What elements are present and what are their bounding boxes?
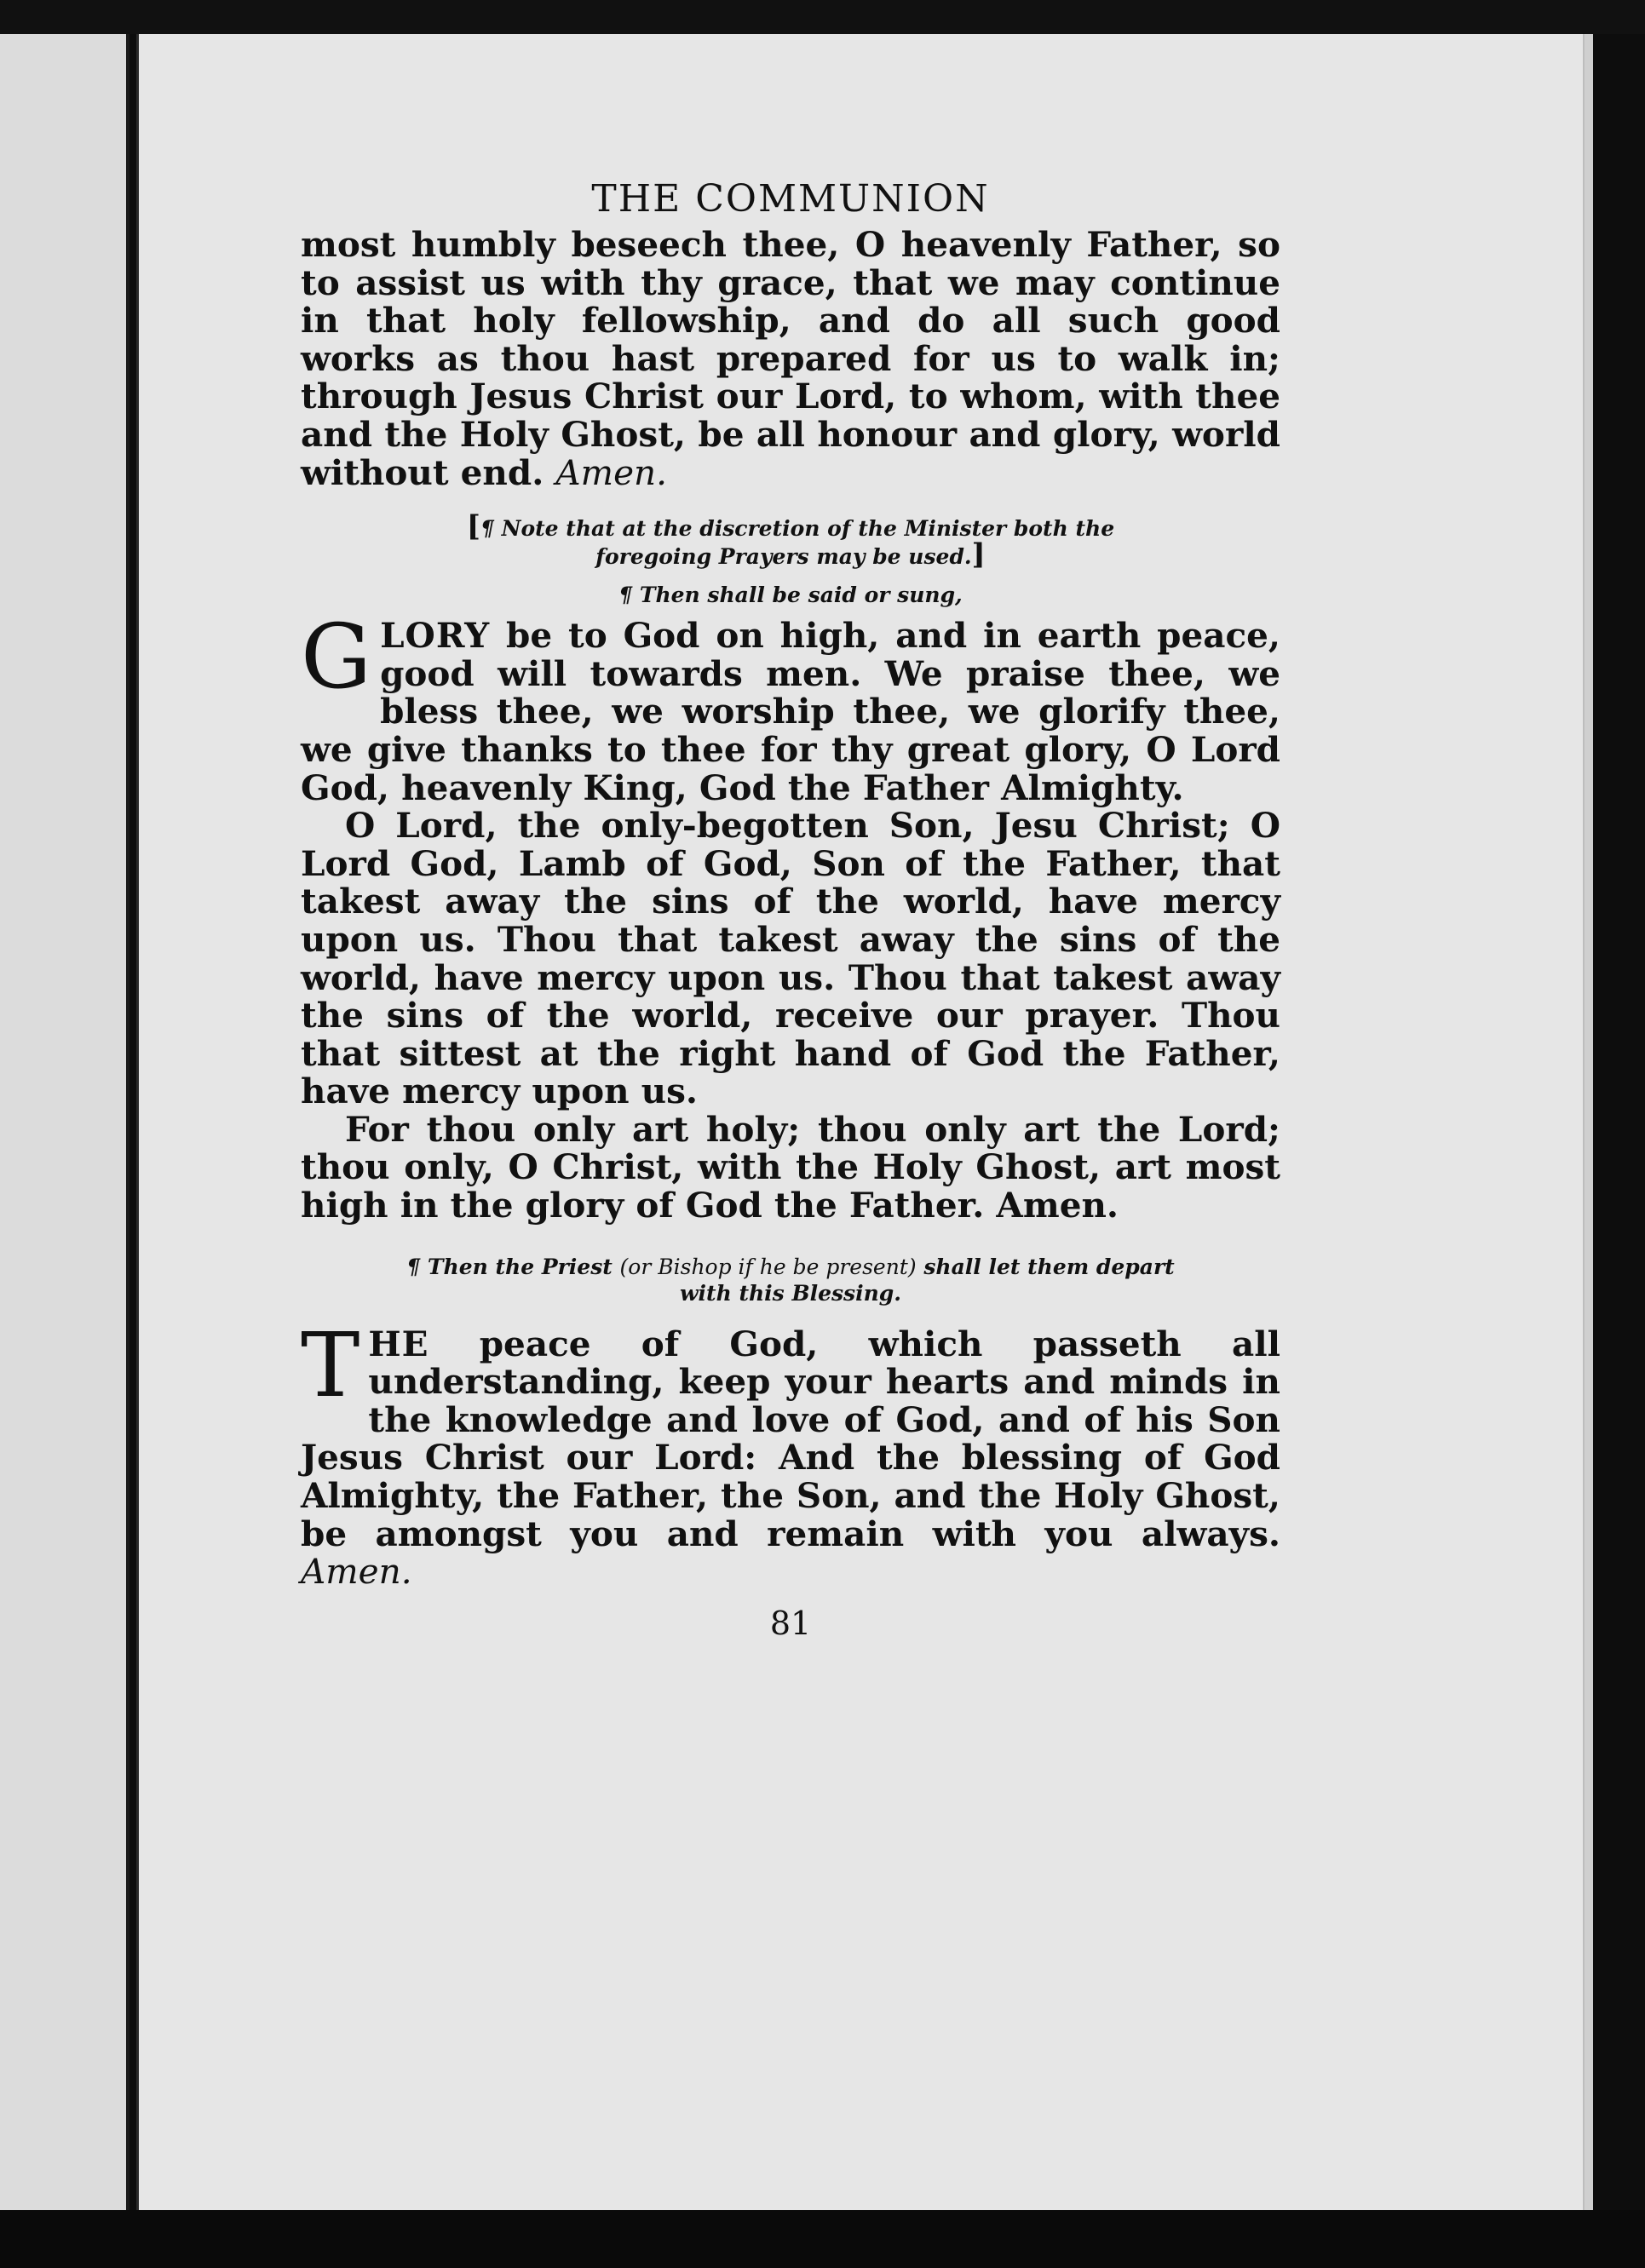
note-text: Note that at the discretion of the Minister both the foregoing Prayers may be used. bbox=[501, 516, 1115, 570]
blessing-rubric-paren: (or Bishop if he be present) bbox=[619, 1254, 917, 1279]
note-pilcrow: ¶ bbox=[480, 516, 494, 542]
said-pilcrow: ¶ bbox=[618, 583, 633, 608]
gloria-paragraph-3: For thou only art holy; thou only art the Lord; thou only, O Christ, with the Holy Ghost, art most high in the glory of God the Father. Amen. bbox=[301, 1108, 1280, 1226]
rubric-note bbox=[441, 509, 1140, 572]
blessing-paragraph bbox=[301, 1312, 1280, 1593]
note-bracket-open: [ bbox=[466, 509, 480, 544]
gloria-paragraph-2: O Lord, the only-begotten Son, Jesu Christ; O Lord God, Lamb of God, Son of the Father, that takest away the sins of the world, have mercy upon us. Thou that takest away the sins of the world, have mercy upon us. Thou that takest away the sins of the world, receive our prayer. Thou that sittest at the right hand of God the Father, have mercy upon us. bbox=[301, 805, 1280, 1112]
note-bracket-close: ] bbox=[971, 537, 986, 572]
gloria-paragraph-1-text: be to God on high, and in earth peace, good will towards men. We praise thee, we bless thee, we worship thee, we glorify thee, we give thanks to thee for thy great glory, O Lord God, heavenly King, God the Father Almighty. bbox=[301, 615, 1280, 808]
running-head: THE COMMUNION bbox=[591, 177, 990, 221]
rubric-blessing bbox=[394, 1254, 1187, 1306]
blessing-rubric-b: shall let them depart with this Blessing. bbox=[680, 1254, 1175, 1306]
gloria-drop-cap: G bbox=[301, 605, 372, 709]
gloria-paragraph-1 bbox=[301, 605, 1280, 808]
continued-prayer-paragraph bbox=[301, 226, 1280, 491]
gloria-lead-word: LORY bbox=[380, 615, 491, 657]
scan-bottom-shadow bbox=[0, 2210, 1645, 2268]
continued-prayer-text: most humbly beseech thee, O heavenly Father, so to assist us with thy grace, that we may continue in that holy fellowship, and do all such good works as thou hast prepared for us to walk in; through Jesus Christ our Lord, to whom, with thee and the Holy Ghost, be all honour and glory, world without end. bbox=[301, 224, 1280, 493]
page-content bbox=[301, 177, 1280, 1642]
scan-top-shadow bbox=[0, 0, 1645, 34]
blessing-drop-cap: T bbox=[301, 1312, 360, 1417]
blessing-rubric-a: Then the Priest bbox=[427, 1254, 613, 1279]
page-fore-edge bbox=[1585, 34, 1593, 2210]
blessing-lead-word: HE bbox=[368, 1323, 429, 1364]
blessing-text: peace of God, which passeth all understanding, keep your hearts and minds in the knowledge and love of God, and of his Son Jesus Christ our Lord: And the blessing of God Almighty, the Father, the Son, and the Holy Ghost, be amongst you and remain with you always. bbox=[301, 1323, 1280, 1554]
continued-prayer-amen: Amen. bbox=[555, 451, 667, 493]
blessing-pilcrow: ¶ bbox=[406, 1254, 421, 1279]
rubric-said-or-sung bbox=[301, 582, 1280, 608]
page-number: 81 bbox=[769, 1604, 812, 1642]
blessing-amen: Amen. bbox=[301, 1551, 412, 1593]
said-text: Then shall be said or sung, bbox=[639, 583, 963, 608]
facing-page-edge bbox=[0, 34, 129, 2210]
